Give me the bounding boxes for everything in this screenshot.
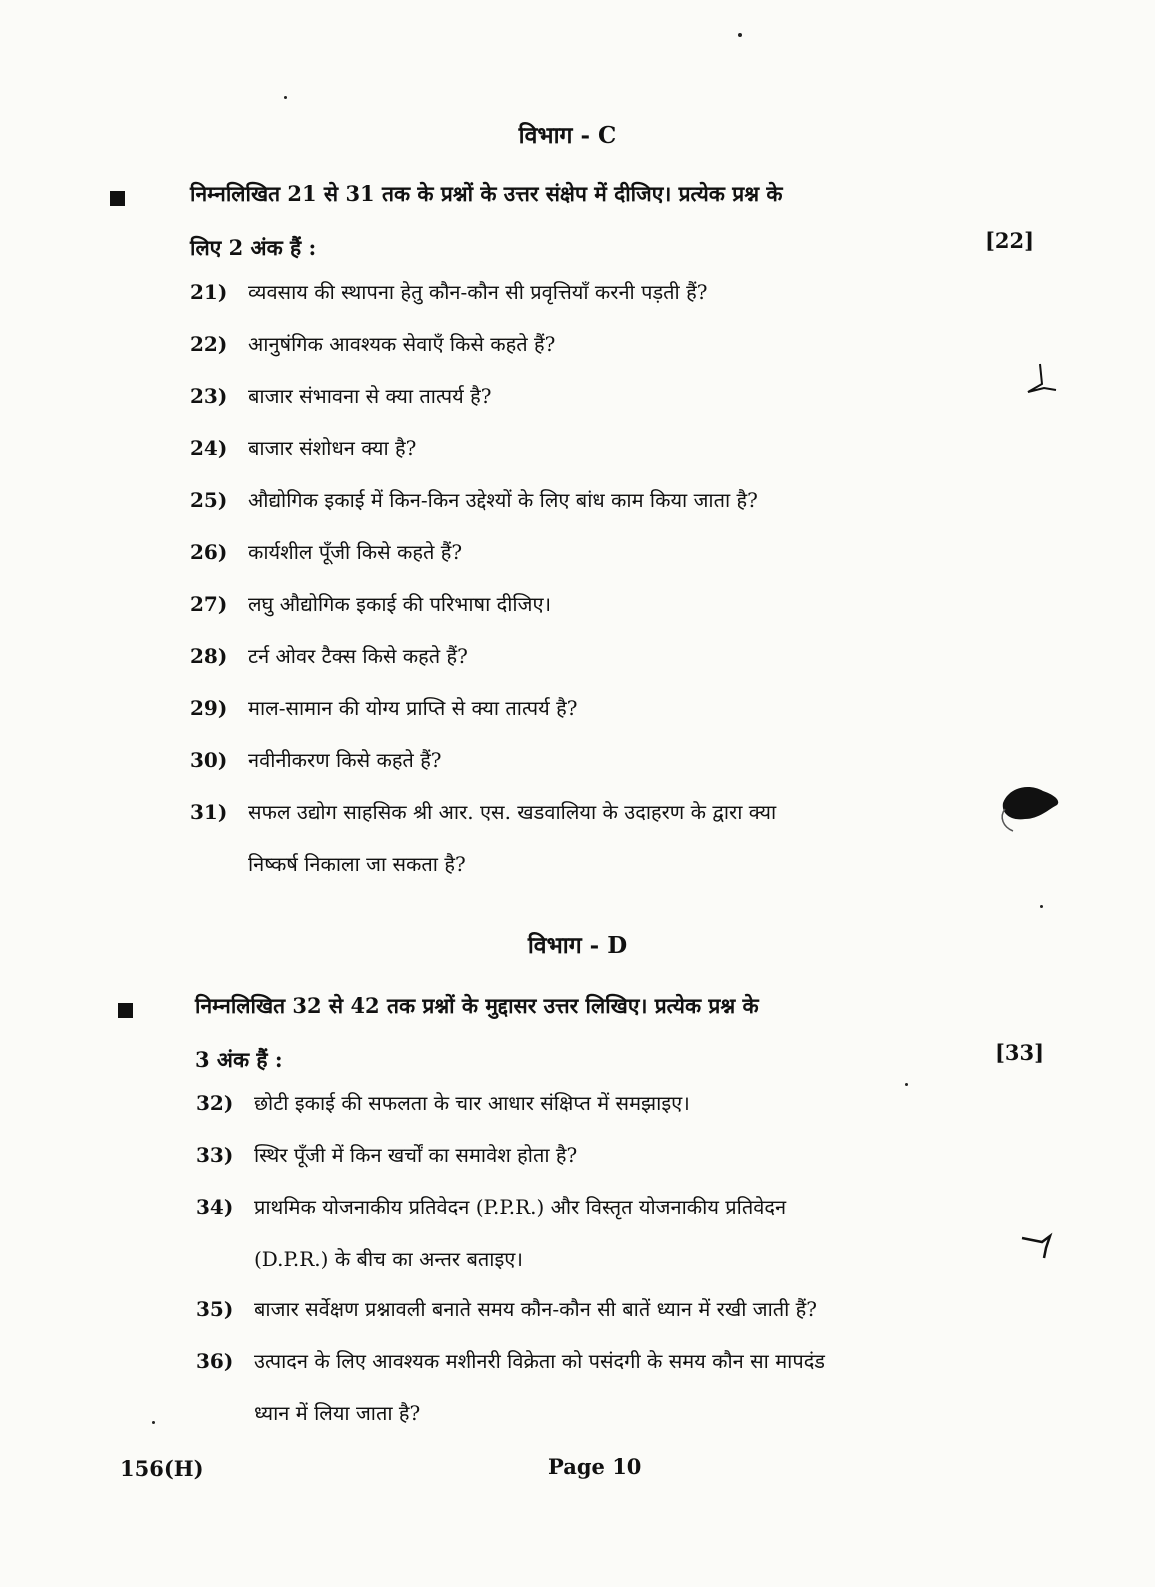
question-30 [190, 734, 950, 786]
question-text: कार्यशील पूँजी किसे कहते हैं? [248, 540, 463, 564]
question-text: बाजार सर्वेक्षण प्रश्नावली बनाते समय कौन-कौन सी बातें ध्यान में रखी जाती हैं? [254, 1297, 818, 1321]
section-c-question-list [190, 266, 950, 890]
question-number: 29) [190, 696, 228, 720]
question-text: बाजार संशोधन क्या है? [248, 436, 417, 460]
question-33 [196, 1129, 946, 1181]
question-text: व्यवसाय की स्थापना हेतु कौन-कौन सी प्रवृत्तियाँ करनी पड़ती हैं? [248, 280, 708, 304]
question-number: 25) [190, 488, 228, 512]
question-27 [190, 578, 950, 630]
section-d-bullet [118, 1003, 133, 1018]
scan-speck [284, 96, 287, 99]
ink-tick-icon [1018, 1232, 1058, 1262]
section-c-bullet [110, 191, 125, 206]
section-d-title: विभाग - D [527, 932, 628, 959]
question-28 [190, 630, 950, 682]
section-c-instruction [190, 167, 950, 275]
question-text: स्थिर पूँजी में किन खर्चों का समावेश होता है? [254, 1143, 578, 1167]
question-text: लघु औद्योगिक इकाई की परिभाषा दीजिए। [248, 592, 552, 616]
question-29 [190, 682, 950, 734]
question-number: 24) [190, 436, 228, 460]
question-31 [190, 786, 950, 890]
scan-speck [152, 1421, 155, 1424]
question-number: 33) [196, 1143, 234, 1167]
scan-speck [738, 33, 742, 37]
question-number: 27) [190, 592, 228, 616]
question-text: आनुषंगिक आवश्यक सेवाएँ किसे कहते हैं? [248, 332, 556, 356]
ink-mark-icon [1022, 360, 1062, 400]
question-text-line1: प्राथमिक योजनाकीय प्रतिवेदन (P.P.R.) और विस्तृत योजनाकीय प्रतिवेदन [254, 1195, 787, 1219]
question-text-line2: (D.P.R.) के बीच का अन्तर बताइए। [254, 1247, 523, 1271]
question-number: 30) [190, 748, 228, 772]
question-24 [190, 422, 950, 474]
question-number: 34) [196, 1195, 234, 1219]
question-text: बाजार संभावना से क्या तात्पर्य है? [248, 384, 492, 408]
question-number: 31) [190, 800, 228, 824]
scan-speck [905, 1083, 908, 1086]
question-number: 22) [190, 332, 228, 356]
question-21 [190, 266, 950, 318]
section-d-instruction-line2: 3 अंक हैं : [195, 1047, 283, 1072]
section-d-marks: [33] [995, 1040, 1045, 1065]
question-26 [190, 526, 950, 578]
section-d-instruction-line1: निम्नलिखित 32 से 42 तक प्रश्नों के मुद्दासर उत्तर लिखिए। प्रत्येक प्रश्न के [195, 993, 759, 1018]
question-text: औद्योगिक इकाई में किन-किन उद्देश्यों के लिए बांध काम किया जाता है? [248, 488, 758, 512]
question-text-line1: सफल उद्योग साहसिक श्री आर. एस. खडवालिया के उदाहरण के द्वारा क्या [248, 800, 777, 824]
paper-code: 156(H) [120, 1456, 204, 1481]
question-number: 23) [190, 384, 228, 408]
question-number: 36) [196, 1349, 234, 1373]
question-text: छोटी इकाई की सफलता के चार आधार संक्षिप्त में समझाइए। [254, 1091, 690, 1115]
question-text-line2: ध्यान में लिया जाता है? [254, 1401, 421, 1425]
question-number: 26) [190, 540, 228, 564]
question-32 [196, 1077, 946, 1129]
question-23 [190, 370, 950, 422]
question-text: माल-सामान की योग्य प्राप्ति से क्या तात्पर्य है? [248, 696, 578, 720]
question-25 [190, 474, 950, 526]
question-36 [196, 1335, 956, 1439]
section-d-instruction [195, 979, 955, 1087]
question-text: टर्न ओवर टैक्स किसे कहते हैं? [248, 644, 468, 668]
ink-blot-icon [995, 775, 1065, 835]
question-text-line2: निष्कर्ष निकाला जा सकता है? [248, 852, 466, 876]
section-c-marks: [22] [985, 228, 1035, 253]
question-text-line1: उत्पादन के लिए आवश्यक मशीनरी विक्रेता को पसंदगी के समय कौन सा मापदंड [254, 1349, 826, 1373]
question-text: नवीनीकरण किसे कहते हैं? [248, 748, 442, 772]
section-c-instruction-line2: लिए 2 अंक हैं : [190, 235, 317, 260]
question-number: 35) [196, 1297, 234, 1321]
question-34 [196, 1181, 956, 1285]
page-number: Page 10 [548, 1454, 642, 1479]
scan-speck [1040, 905, 1043, 908]
question-number: 32) [196, 1091, 234, 1115]
section-c-title: विभाग - C [518, 122, 617, 149]
question-number: 28) [190, 644, 228, 668]
section-c-instruction-line1: निम्नलिखित 21 से 31 तक के प्रश्नों के उत्तर संक्षेप में दीजिए। प्रत्येक प्रश्न के [190, 181, 783, 206]
question-35 [196, 1283, 956, 1335]
question-number: 21) [190, 280, 228, 304]
question-22 [190, 318, 950, 370]
